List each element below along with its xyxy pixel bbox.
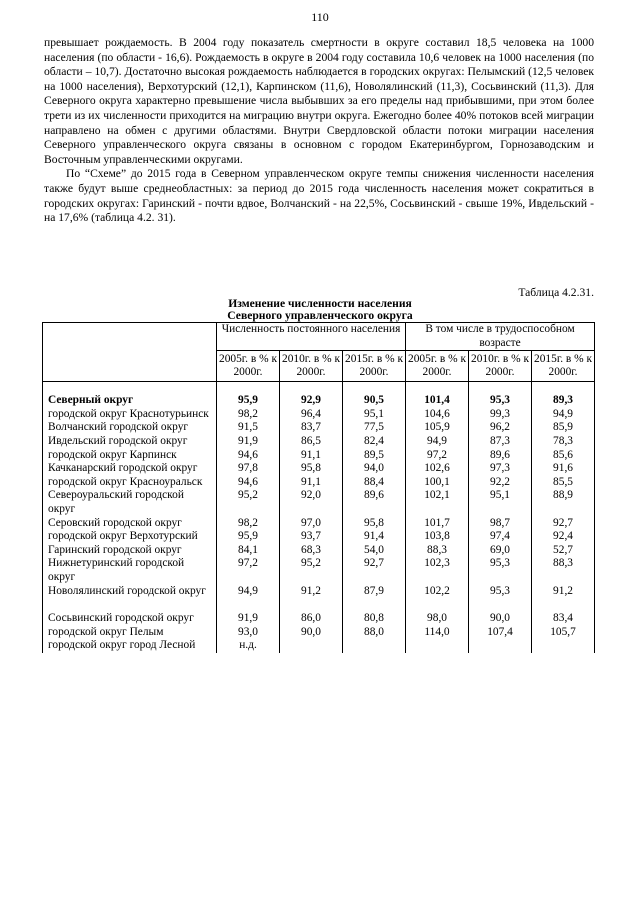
row-value: 91,2 xyxy=(280,585,343,599)
row-name: городской округ Верхотурский xyxy=(43,530,217,544)
table-row xyxy=(43,585,595,599)
table-row xyxy=(43,408,595,422)
row-value: 102,6 xyxy=(406,462,469,476)
row-value: 102,2 xyxy=(406,585,469,599)
table-body xyxy=(43,382,595,653)
table-row xyxy=(43,530,595,544)
row-value: 80,8 xyxy=(343,598,406,626)
row-value: н.д. xyxy=(217,639,280,653)
row-value: 77,5 xyxy=(343,421,406,435)
row-value: 96,2 xyxy=(469,421,532,435)
row-value: 88,3 xyxy=(532,557,595,584)
row-value: 94,9 xyxy=(532,408,595,422)
row-value: 88,3 xyxy=(406,544,469,558)
row-value: 86,5 xyxy=(280,435,343,449)
row-value: 89,5 xyxy=(343,449,406,463)
row-value: 105,9 xyxy=(406,421,469,435)
table-title-line-1: Изменение численности населения xyxy=(228,297,412,310)
row-value: 91,6 xyxy=(532,462,595,476)
table-row xyxy=(43,462,595,476)
row-value: 78,3 xyxy=(532,435,595,449)
row-value: 101,7 xyxy=(406,517,469,531)
table-title-line-2: Северного управленческого округа xyxy=(227,309,413,322)
page-number: 110 xyxy=(311,10,329,24)
header-group-population: Численность постоянного населения xyxy=(217,323,406,351)
header-year-2005-working: 2005г. в % к 2000г. xyxy=(406,351,469,382)
row-name: Новолялинский городской округ xyxy=(43,585,217,599)
header-year-2015: 2015г. в % к 2000г. xyxy=(343,351,406,382)
row-value: 104,6 xyxy=(406,408,469,422)
row-name: Сосьвинский городской округ xyxy=(43,598,217,626)
row-value: 94,9 xyxy=(217,585,280,599)
table-row xyxy=(43,557,595,584)
row-value xyxy=(469,639,532,653)
row-value: 89,6 xyxy=(469,449,532,463)
row-value: 95,3 xyxy=(469,585,532,599)
row-value: 95,8 xyxy=(280,462,343,476)
row-value: 97,2 xyxy=(406,449,469,463)
row-name: городской округ Краснотурьинск xyxy=(43,408,217,422)
row-name: Нижнетуринский городской округ xyxy=(43,557,217,584)
row-name: городской округ Карпинск xyxy=(43,449,217,463)
row-name: Гаринский городской округ xyxy=(43,544,217,558)
row-value: 97,4 xyxy=(469,530,532,544)
row-value: 85,9 xyxy=(532,421,595,435)
row-value: 97,2 xyxy=(217,557,280,584)
row-name: Североуральский городской округ xyxy=(43,489,217,516)
row-value: 114,0 xyxy=(406,626,469,640)
row-value: 91,1 xyxy=(280,476,343,490)
row-value xyxy=(343,639,406,653)
row-value: 90,0 xyxy=(280,626,343,640)
row-value: 98,2 xyxy=(217,408,280,422)
row-value: 85,5 xyxy=(532,476,595,490)
table-row xyxy=(43,489,595,516)
row-name: Северный округ xyxy=(43,394,217,408)
row-name: Серовский городской округ xyxy=(43,517,217,531)
row-value: 93,7 xyxy=(280,530,343,544)
row-value: 89,3 xyxy=(532,394,595,408)
row-value: 96,4 xyxy=(280,408,343,422)
table-label: Таблица 4.2.31. xyxy=(518,286,594,299)
row-value: 91,4 xyxy=(343,530,406,544)
header-group-working-age: В том числе в трудоспособном возрасте xyxy=(406,323,595,351)
row-value: 95,3 xyxy=(469,557,532,584)
header-year-2015-working: 2015г. в % к 2000г. xyxy=(532,351,595,382)
row-value: 87,3 xyxy=(469,435,532,449)
row-value: 92,7 xyxy=(532,517,595,531)
row-value: 97,8 xyxy=(217,462,280,476)
row-value xyxy=(532,639,595,653)
row-name: Качканарский городской округ xyxy=(43,462,217,476)
row-value: 92,2 xyxy=(469,476,532,490)
row-value: 88,9 xyxy=(532,489,595,516)
row-value: 88,4 xyxy=(343,476,406,490)
row-value xyxy=(280,639,343,653)
row-name: городской округ Красноуральск xyxy=(43,476,217,490)
row-value: 99,3 xyxy=(469,408,532,422)
row-value: 89,6 xyxy=(343,489,406,516)
table-row xyxy=(43,598,595,626)
table-row xyxy=(43,639,595,653)
row-value: 90,0 xyxy=(469,598,532,626)
row-value: 100,1 xyxy=(406,476,469,490)
row-value: 87,9 xyxy=(343,585,406,599)
body-text xyxy=(44,36,594,226)
row-value: 97,0 xyxy=(280,517,343,531)
row-value: 83,4 xyxy=(532,598,595,626)
row-value: 88,0 xyxy=(343,626,406,640)
table-row xyxy=(43,544,595,558)
row-value: 95,3 xyxy=(469,394,532,408)
row-value: 84,1 xyxy=(217,544,280,558)
row-value: 69,0 xyxy=(469,544,532,558)
row-value: 102,1 xyxy=(406,489,469,516)
row-value: 91,5 xyxy=(217,421,280,435)
row-value: 92,0 xyxy=(280,489,343,516)
table-row xyxy=(43,517,595,531)
row-value: 91,1 xyxy=(280,449,343,463)
row-value: 95,1 xyxy=(469,489,532,516)
table-row xyxy=(43,435,595,449)
row-value: 98,7 xyxy=(469,517,532,531)
paragraph-1: превышает рождаемость. В 2004 году показатель смертности в округе составил 18,5 человека на 1000 населения (по области - 16,6). Рождаемость в округе в 2004 году составила 10,6 человек на 1000 населения (по области – 10,7). Достаточно высокая рождаемость наблюдается в городских округах: Пелымский (12,5 человек на 1000 населения), Верхотурский (12,1), Карпинском (11,6), Новолялинский (11,3), Сосьвинский (11,3). Для Северного округа характерно превышение числа выбывших за его пределы над прибывшими, при этом более трети из их численности приходится на миграцию внутри округа. Ежегодно более 40% потоков всей миграции направлено на обмен с другими областями. Внутри Свердловской области потоки миграции населения Северного управленческого округа связаны в основном с городом Екатеринбургом, Горнозаводским и Восточным управленческими округами. xyxy=(44,36,594,166)
row-value: 54,0 xyxy=(343,544,406,558)
row-value: 68,3 xyxy=(280,544,343,558)
row-value: 86,0 xyxy=(280,598,343,626)
row-value: 94,0 xyxy=(343,462,406,476)
row-value: 97,3 xyxy=(469,462,532,476)
header-corner xyxy=(43,323,217,382)
table-row xyxy=(43,449,595,463)
row-value: 92,9 xyxy=(280,394,343,408)
table-row xyxy=(43,476,595,490)
row-value: 95,1 xyxy=(343,408,406,422)
row-value: 94,9 xyxy=(406,435,469,449)
row-value: 95,9 xyxy=(217,394,280,408)
row-value: 94,6 xyxy=(217,476,280,490)
row-value: 102,3 xyxy=(406,557,469,584)
row-value: 85,6 xyxy=(532,449,595,463)
row-value: 93,0 xyxy=(217,626,280,640)
row-value: 95,2 xyxy=(280,557,343,584)
row-value: 92,4 xyxy=(532,530,595,544)
header-year-2010: 2010г. в % к 2000г. xyxy=(280,351,343,382)
population-table xyxy=(42,322,595,653)
row-value: 103,8 xyxy=(406,530,469,544)
row-name: Ивдельский городской округ xyxy=(43,435,217,449)
header-year-2005: 2005г. в % к 2000г. xyxy=(217,351,280,382)
row-value: 83,7 xyxy=(280,421,343,435)
table-row xyxy=(43,394,595,408)
row-value: 95,8 xyxy=(343,517,406,531)
row-value: 92,7 xyxy=(343,557,406,584)
row-value: 98,2 xyxy=(217,517,280,531)
paragraph-2: По “Схеме” до 2015 года в Северном управленческом округе темпы снижения численности населения также будут выше среднеобластных: за период до 2015 года численность населения может сократиться в городских округах: Гаринский - почти вдвое, Волчанский - на 22,5%, Сосьвинский - свыше 19%, Ивдельский - на 17,6% (таблица 4.2. 31). xyxy=(44,167,594,225)
row-value xyxy=(406,639,469,653)
table-title xyxy=(0,298,640,322)
row-value: 98,0 xyxy=(406,598,469,626)
row-value: 91,9 xyxy=(217,435,280,449)
row-value: 91,9 xyxy=(217,598,280,626)
table-row xyxy=(43,421,595,435)
row-name: городской округ город Лесной xyxy=(43,639,217,653)
row-name: Волчанский городской округ xyxy=(43,421,217,435)
row-value: 107,4 xyxy=(469,626,532,640)
row-value: 52,7 xyxy=(532,544,595,558)
row-value: 90,5 xyxy=(343,394,406,408)
row-value: 95,2 xyxy=(217,489,280,516)
row-value: 91,2 xyxy=(532,585,595,599)
row-value: 105,7 xyxy=(532,626,595,640)
population-table-wrap xyxy=(42,322,594,653)
row-value: 101,4 xyxy=(406,394,469,408)
row-value: 95,9 xyxy=(217,530,280,544)
header-year-2010-working: 2010г. в % к 2000г. xyxy=(469,351,532,382)
table-row xyxy=(43,626,595,640)
row-value: 82,4 xyxy=(343,435,406,449)
row-value: 94,6 xyxy=(217,449,280,463)
row-name: городской округ Пелым xyxy=(43,626,217,640)
